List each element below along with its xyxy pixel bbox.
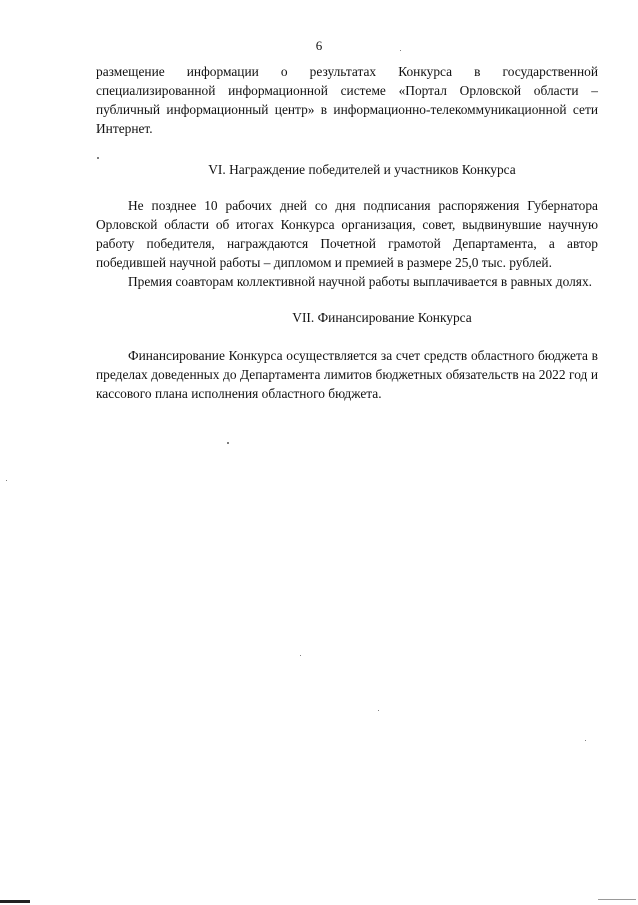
scan-speck [227,442,229,444]
scan-speck [378,710,379,711]
corner-mark [598,899,636,900]
section-7-paragraph-1: Финансирование Конкурса осуществляется за счет средств областного бюджета в пределах доведенных до Департамента лимитов бюджетных обязательств на 2022 год и кассового плана исполнения областного бюджета. [96,348,598,401]
page-number: 6 [315,38,323,53]
section-6-heading: VI. Награждение победителей и участников Конкурса [208,162,516,177]
intro-paragraph: размещение информации о результатах Конкурса в государственной специализированной информационной системе «Портал Орловской области – публичный информационный центр» в информационно-телекоммуникационной сети Интернет. [96,64,598,136]
corner-mark [0,900,30,903]
scan-speck [585,740,586,741]
scan-speck [400,50,401,51]
scan-speck [6,480,7,481]
scan-speck [300,655,301,656]
document-body [96,62,598,403]
section-6-paragraph-1: Не позднее 10 рабочих дней со дня подписания распоряжения Губернатора Орловской области об итогах Конкурса организация, совет, выдвинувшие научную работу победителя, награждаются Почетной грамотой Департамента, а автор победившей научной работы – дипломом и премией в размере 25,0 тыс. рублей. [96,198,598,270]
section-6-paragraph-2: Премия соавторам коллективной научной работы выплачивается в равных долях. [128,274,592,289]
scan-speck [97,157,99,159]
section-7-heading: VII. Финансирование Конкурса [292,310,472,325]
